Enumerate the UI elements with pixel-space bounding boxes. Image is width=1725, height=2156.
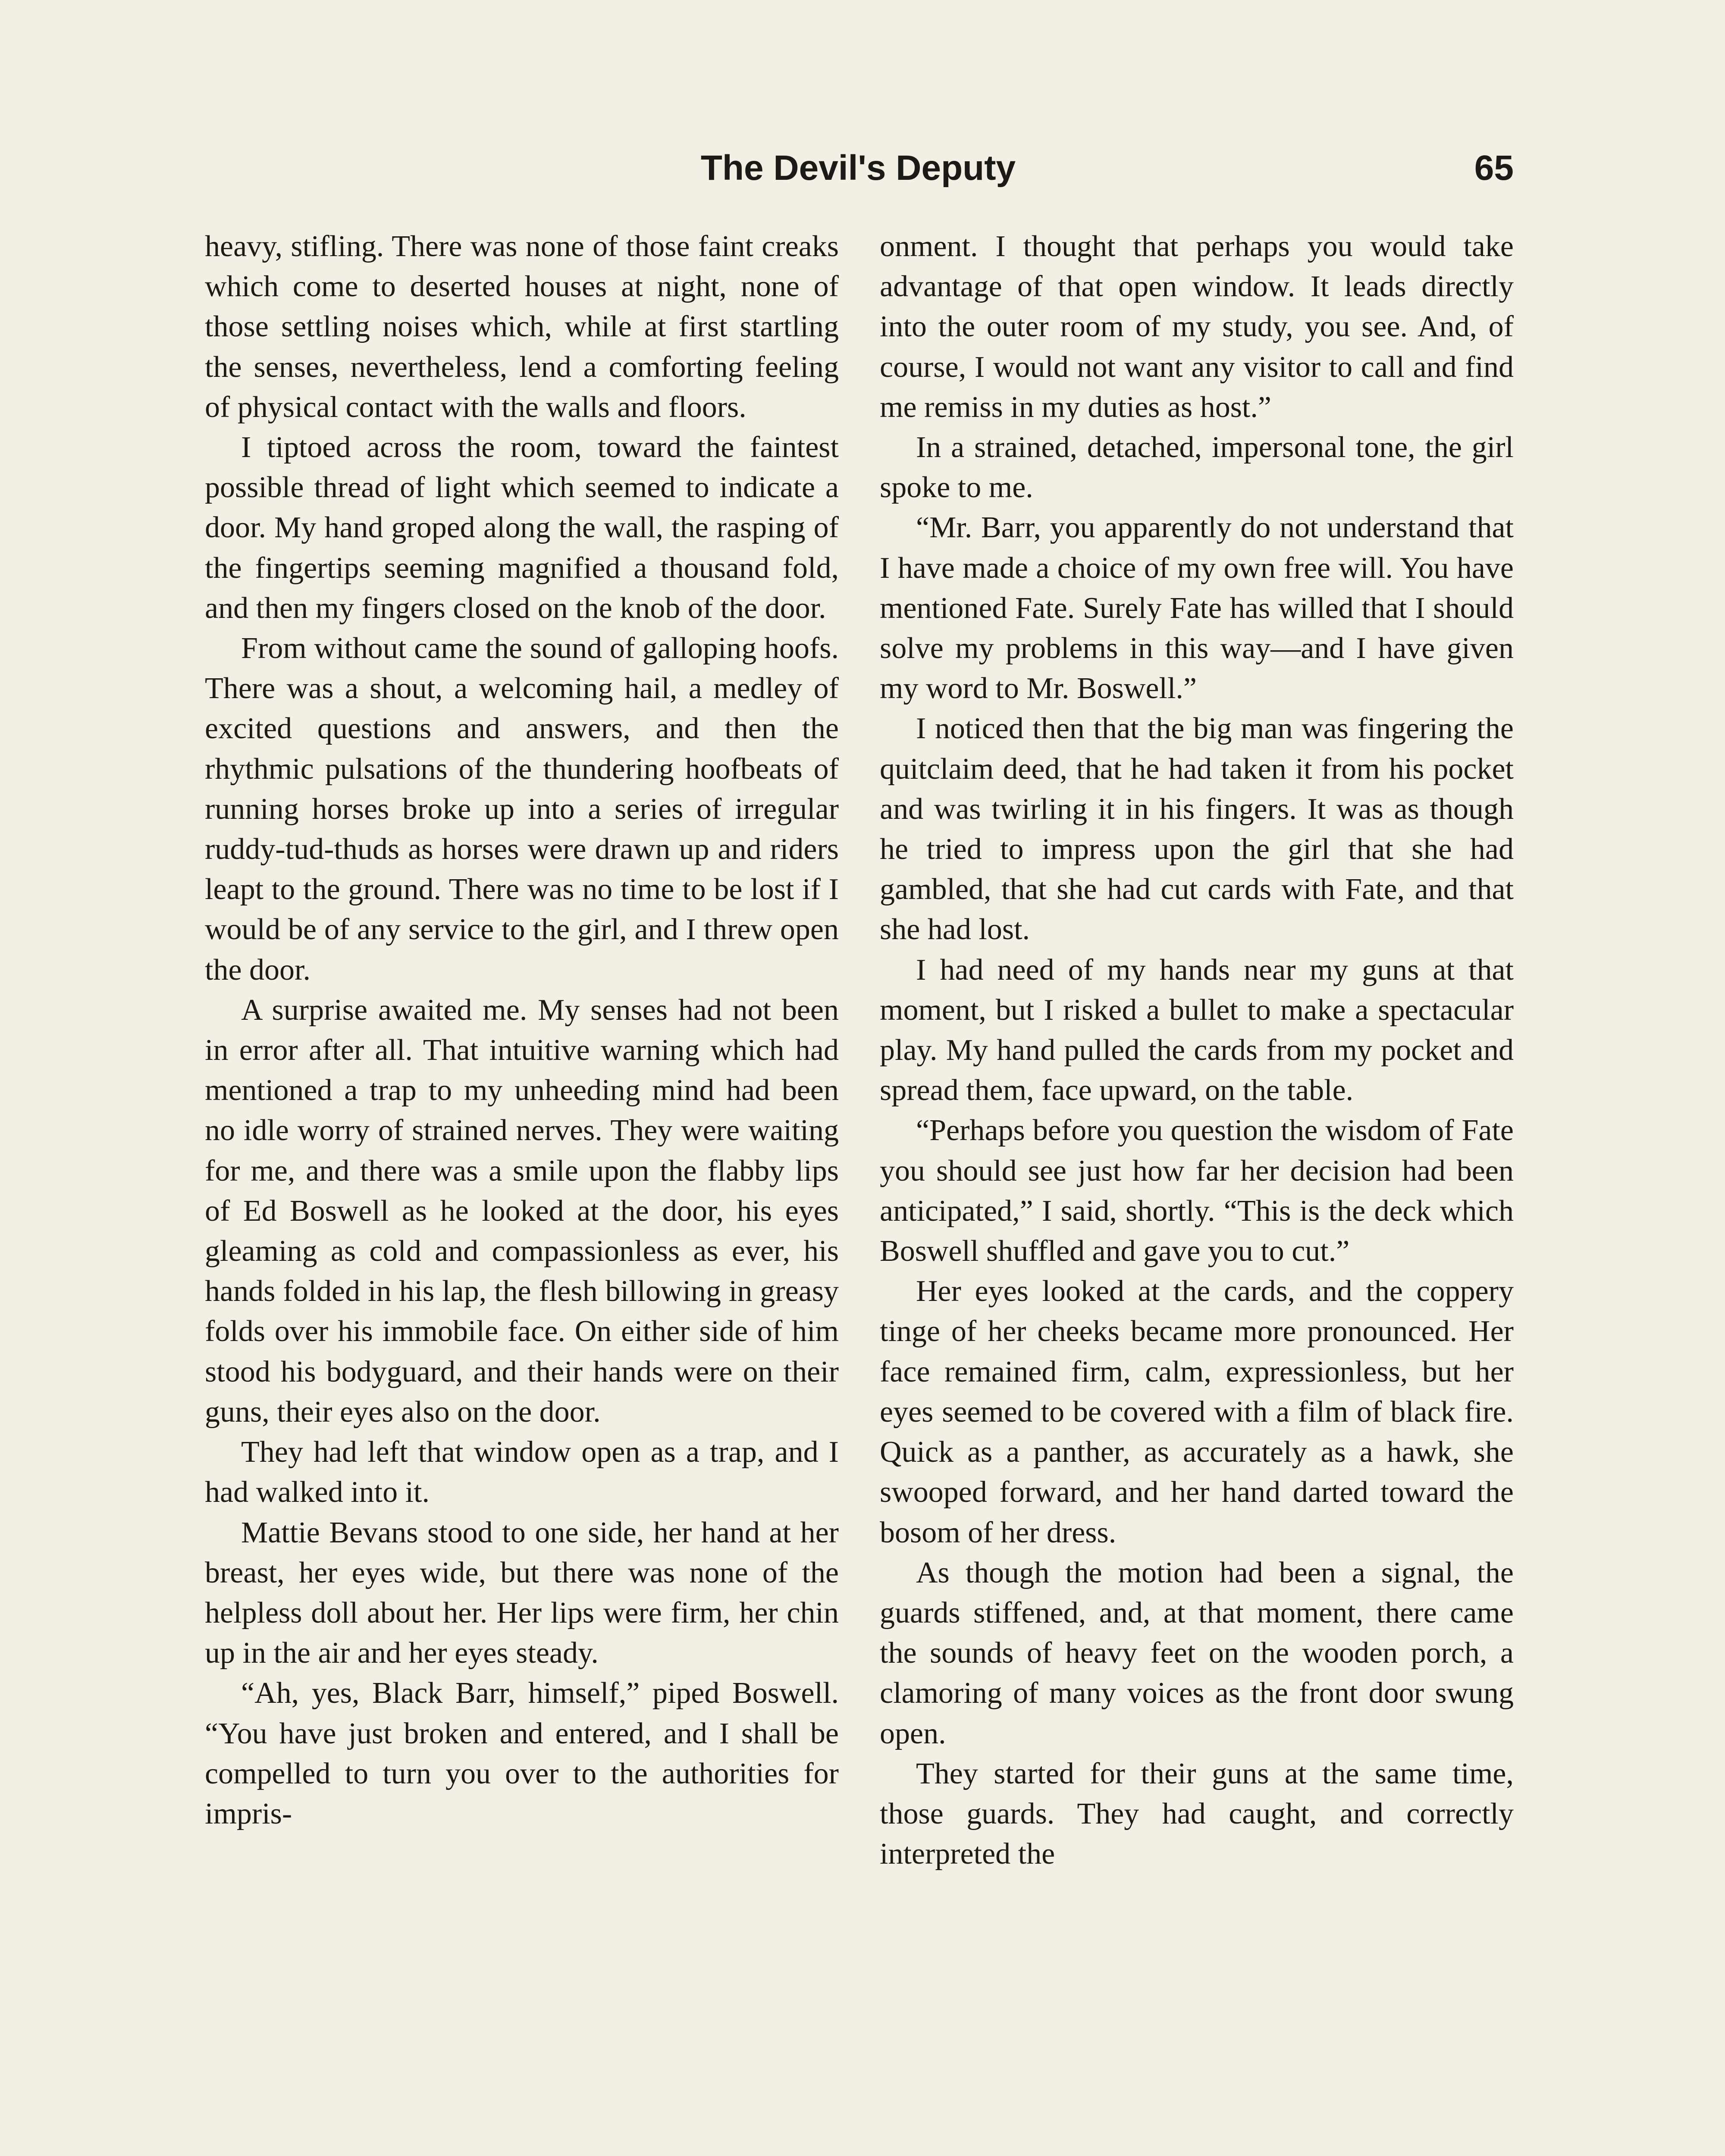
paragraph: “Mr. Barr, you apparently do not understand that I have made a choice of my own free will. You have mentioned Fate. Surely Fate has willed that I should solve my problems in this way—and I have given my word to Mr. Boswell.” <box>880 511 1514 705</box>
paragraph: A surprise awaited me. My senses had not been in error after all. That intuitive warning which had mentioned a trap to my unheeding mind had been no idle worry of strained nerves. They were waiting for me, and there was a smile upon the flabby lips of Ed Boswell as he looked at the door, his eyes gleaming as cold and compassionless as ever, his hands folded in his lap, the flesh billowing in greasy folds over his immobile face. On either side of him stood his bodyguard, and their hands were on their guns, their eyes also on the door. <box>205 993 839 1429</box>
page-number: 65 <box>1474 148 1514 188</box>
paragraph: They started for their guns at the same time, those guards. They had caught, and correctly interpreted the <box>880 1757 1514 1871</box>
paragraph: onment. I thought that perhaps you would take advantage of that open window. It leads directly into the outer room of my study, you see. And, of course, I would not want any visitor to call and find me remiss in my duties as host.” <box>880 230 1514 424</box>
paragraph: I had need of my hands near my guns at that moment, but I risked a bullet to make a spectacular play. My hand pulled the cards from my pocket and spread them, face upward, on the table. <box>880 953 1514 1107</box>
paragraph: I tiptoed across the room, toward the faintest possible thread of light which seemed to indicate a door. My hand groped along the wall, the rasping of the fingertips seeming magnified a thousand fold, and then my fingers closed on the knob of the door. <box>205 431 839 625</box>
page-header <box>203 142 1514 203</box>
paragraph: Mattie Bevans stood to one side, her hand at her breast, her eyes wide, but there was none of the helpless doll about her. Her lips were firm, her chin up in the air and her eyes steady. <box>205 1516 839 1670</box>
paragraph: “Perhaps before you question the wisdom of Fate you should see just how far her decision had been anticipated,” I said, shortly. “This is the deck which Boswell shuffled and gave you to cut.” <box>880 1114 1514 1268</box>
paragraph: heavy, stifling. There was none of those faint creaks which come to deserted houses at night, none of those settling noises which, while at first startling the senses, nevertheless, lend a comforting feeling of physical contact with the walls and floors. <box>205 230 839 424</box>
paragraph: Her eyes looked at the cards, and the coppery tinge of her cheeks became more pronounced. Her face remained firm, calm, expressionless, but her eyes seemed to be covered with a film of black fire. Quick as a panther, as accurately as a hawk, she swooped forward, and her hand darted toward the bosom of her dress. <box>880 1275 1514 1549</box>
paragraph: In a strained, detached, impersonal tone, the girl spoke to me. <box>880 431 1514 505</box>
left-column <box>205 226 839 1834</box>
paragraph: I noticed then that the big man was fingering the quitclaim deed, that he had taken it from his pocket and was twirling it in his fingers. It was as though he tried to impress upon the girl that she had gambled, that she had cut cards with Fate, and that she had lost. <box>880 712 1514 946</box>
right-column <box>880 226 1514 1874</box>
paragraph: “Ah, yes, Black Barr, himself,” piped Boswell. “You have just broken and entered, and I shall be compelled to turn you over to the authorities for impris- <box>205 1677 839 1830</box>
paragraph: From without came the sound of galloping hoofs. There was a shout, a welcoming hail, a medley of excited questions and answers, and then the rhythmic pulsations of the thundering hoofbeats of running horses broke up into a series of irregular ruddy-tud-thuds as horses were drawn up and riders leapt to the ground. There was no time to be lost if I would be of any service to the girl, and I threw open the door. <box>205 632 839 987</box>
running-title: The Devil's Deputy <box>700 148 1016 188</box>
paragraph: As though the motion had been a signal, the guards stiffened, and, at that moment, there came the sounds of heavy feet on the wooden porch, a clamoring of many voices as the front door swung open. <box>880 1556 1514 1750</box>
paragraph: They had left that window open as a trap, and I had walked into it. <box>205 1435 839 1509</box>
